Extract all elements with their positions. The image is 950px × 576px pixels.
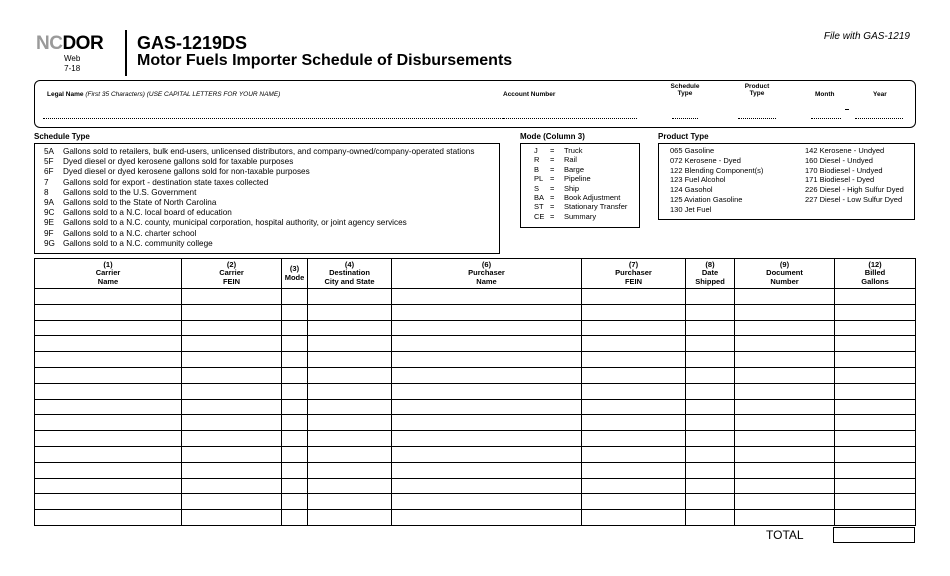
table-cell[interactable] bbox=[686, 494, 735, 510]
table-cell[interactable] bbox=[735, 289, 835, 305]
ncdor-logo: NCDOR bbox=[36, 33, 104, 54]
table-cell[interactable] bbox=[392, 336, 582, 352]
table-cell[interactable] bbox=[182, 367, 282, 383]
table-row bbox=[35, 367, 916, 383]
column-label-line1: Mode bbox=[284, 272, 305, 282]
column-header bbox=[282, 259, 308, 289]
table-cell[interactable] bbox=[735, 352, 835, 368]
table-cell[interactable] bbox=[835, 494, 916, 510]
table-cell[interactable] bbox=[686, 320, 735, 336]
mode-description: Pipeline bbox=[564, 174, 591, 184]
table-cell[interactable] bbox=[392, 352, 582, 368]
year-label: Year bbox=[873, 91, 887, 98]
table-cell[interactable] bbox=[35, 399, 182, 415]
mode-code: R bbox=[534, 155, 540, 165]
column-number: (4) bbox=[344, 259, 355, 269]
table-cell[interactable] bbox=[182, 399, 282, 415]
column-header bbox=[392, 259, 582, 289]
column-header bbox=[182, 259, 282, 289]
column-label-line2: FEIN bbox=[222, 276, 241, 286]
mode-equals: = bbox=[550, 174, 555, 184]
table-cell[interactable] bbox=[308, 367, 392, 383]
table-cell[interactable] bbox=[282, 367, 308, 383]
table-cell[interactable] bbox=[392, 510, 582, 526]
table-cell[interactable] bbox=[735, 383, 835, 399]
table-row bbox=[35, 304, 916, 320]
table-cell[interactable] bbox=[182, 431, 282, 447]
product-type-item: 072 Kerosene - Dyed bbox=[670, 155, 741, 165]
table-cell[interactable] bbox=[835, 304, 916, 320]
product-type-field[interactable] bbox=[738, 118, 776, 119]
table-cell[interactable] bbox=[735, 399, 835, 415]
table-cell[interactable] bbox=[182, 304, 282, 320]
month-label: Month bbox=[815, 91, 835, 98]
table-cell[interactable] bbox=[835, 431, 916, 447]
table-cell[interactable] bbox=[182, 336, 282, 352]
column-label-line2: Shipped bbox=[695, 276, 725, 286]
schedule-code: 9E bbox=[44, 218, 55, 228]
table-cell[interactable] bbox=[182, 510, 282, 526]
column-header bbox=[735, 259, 835, 289]
table-cell[interactable] bbox=[735, 304, 835, 320]
table-cell[interactable] bbox=[735, 431, 835, 447]
mode-code: S bbox=[534, 183, 540, 193]
table-cell[interactable] bbox=[308, 320, 392, 336]
account-number-field[interactable] bbox=[503, 118, 637, 119]
table-cell[interactable] bbox=[735, 415, 835, 431]
table-cell[interactable] bbox=[582, 510, 686, 526]
mode-equals: = bbox=[550, 193, 555, 202]
product-type-title: Product Type bbox=[658, 132, 709, 141]
mode-equals: = bbox=[550, 211, 555, 221]
schedule-code: 9G bbox=[44, 238, 55, 248]
table-cell[interactable] bbox=[582, 352, 686, 368]
mode-item bbox=[534, 146, 582, 155]
mode-item bbox=[534, 155, 577, 164]
mode-item bbox=[534, 184, 579, 193]
schedule-code: 5A bbox=[44, 147, 55, 156]
table-cell[interactable] bbox=[835, 446, 916, 462]
table-cell[interactable] bbox=[686, 478, 735, 494]
schedule-description: Gallons sold to retailers, bulk end-users, unlicensed distributors, and company-owned/company-operated stations bbox=[63, 147, 475, 156]
product-type-item: 171 Biodiesel - Dyed bbox=[805, 175, 875, 185]
schedule-description: Gallons sold for export - destination state taxes collected bbox=[63, 177, 269, 187]
mode-description: Barge bbox=[564, 164, 585, 174]
mode-equals: = bbox=[550, 146, 555, 155]
schedule-type-item bbox=[44, 239, 213, 248]
table-row bbox=[35, 320, 916, 336]
header-divider bbox=[125, 30, 127, 76]
column-number: (12) bbox=[868, 259, 882, 269]
table-cell[interactable] bbox=[182, 289, 282, 305]
mode-description: Summary bbox=[564, 211, 597, 221]
table-cell[interactable] bbox=[282, 336, 308, 352]
product-type-item: 227 Diesel - Low Sulfur Dyed bbox=[805, 195, 903, 204]
table-cell[interactable] bbox=[835, 462, 916, 478]
table-cell[interactable] bbox=[686, 289, 735, 305]
schedule-code: 9A bbox=[44, 198, 55, 207]
table-cell[interactable] bbox=[282, 289, 308, 305]
mode-description: Ship bbox=[564, 183, 580, 193]
table-cell[interactable] bbox=[35, 367, 182, 383]
table-cell[interactable] bbox=[282, 510, 308, 526]
mode-description: Book Adjustment bbox=[564, 193, 621, 202]
table-cell[interactable] bbox=[686, 336, 735, 352]
table-cell[interactable] bbox=[282, 431, 308, 447]
file-with-note: File with GAS-1219 bbox=[823, 31, 910, 42]
table-cell[interactable] bbox=[686, 399, 735, 415]
date-dash bbox=[845, 109, 849, 110]
mode-title: Mode (Column 3) bbox=[520, 132, 585, 141]
table-cell[interactable] bbox=[735, 446, 835, 462]
column-number: (2) bbox=[226, 259, 237, 269]
table-cell[interactable] bbox=[735, 478, 835, 494]
mode-code: ST bbox=[534, 202, 544, 212]
table-cell[interactable] bbox=[835, 383, 916, 399]
mode-box bbox=[520, 143, 640, 228]
account-number-label: Account Number bbox=[503, 91, 556, 98]
table-cell[interactable] bbox=[835, 352, 916, 368]
table-cell[interactable] bbox=[308, 462, 392, 478]
table-cell[interactable] bbox=[392, 446, 582, 462]
table-cell[interactable] bbox=[308, 304, 392, 320]
table-cell[interactable] bbox=[582, 336, 686, 352]
table-cell[interactable] bbox=[35, 415, 182, 431]
product-type-item: 065 Gasoline bbox=[670, 146, 715, 155]
product-type-label: Product Type bbox=[744, 83, 770, 97]
column-label-line1: Date bbox=[701, 268, 719, 278]
column-label-line2: FEIN bbox=[624, 276, 643, 286]
mode-item bbox=[534, 193, 620, 202]
table-cell[interactable] bbox=[582, 462, 686, 478]
column-header bbox=[582, 259, 686, 289]
table-cell[interactable] bbox=[282, 494, 308, 510]
column-header bbox=[686, 259, 735, 289]
schedule-code: 7 bbox=[44, 177, 49, 187]
mode-code: BA bbox=[534, 193, 545, 202]
table-cell[interactable] bbox=[835, 320, 916, 336]
table-cell[interactable] bbox=[835, 415, 916, 431]
table-row bbox=[35, 415, 916, 431]
table-cell[interactable] bbox=[582, 494, 686, 510]
table-cell[interactable] bbox=[182, 446, 282, 462]
table-cell[interactable] bbox=[182, 478, 282, 494]
table-cell[interactable] bbox=[582, 383, 686, 399]
table-row bbox=[35, 494, 916, 510]
table-row bbox=[35, 510, 916, 526]
table-cell[interactable] bbox=[308, 431, 392, 447]
table-cell[interactable] bbox=[392, 415, 582, 431]
table-cell[interactable] bbox=[392, 478, 582, 494]
mode-description: Truck bbox=[564, 146, 583, 155]
table-cell[interactable] bbox=[35, 478, 182, 494]
table-cell[interactable] bbox=[686, 415, 735, 431]
table-cell[interactable] bbox=[582, 320, 686, 336]
legal-name-field[interactable] bbox=[43, 118, 503, 119]
schedule-type-field[interactable] bbox=[672, 118, 698, 119]
schedule-type-box bbox=[34, 143, 500, 254]
logo-subtext bbox=[64, 54, 80, 74]
table-row bbox=[35, 478, 916, 494]
table-cell[interactable] bbox=[35, 446, 182, 462]
table-cell[interactable] bbox=[735, 336, 835, 352]
table-cell[interactable] bbox=[182, 320, 282, 336]
table-cell[interactable] bbox=[282, 399, 308, 415]
mode-description: Rail bbox=[564, 155, 577, 165]
product-type-item: 125 Aviation Gasoline bbox=[670, 195, 743, 204]
schedule-type-title: Schedule Type bbox=[34, 132, 90, 141]
schedule-type-item bbox=[44, 218, 407, 227]
table-cell[interactable] bbox=[282, 446, 308, 462]
table-cell[interactable] bbox=[735, 462, 835, 478]
disbursements-table bbox=[34, 258, 916, 526]
mode-code: B bbox=[534, 164, 540, 174]
table-cell[interactable] bbox=[582, 399, 686, 415]
table-cell[interactable] bbox=[835, 510, 916, 526]
schedule-code: 8 bbox=[44, 187, 49, 197]
logo-web: Web bbox=[64, 54, 81, 63]
table-cell[interactable] bbox=[35, 462, 182, 478]
schedule-type-item bbox=[44, 178, 268, 187]
mode-code: PL bbox=[534, 174, 544, 184]
table-header-row bbox=[35, 259, 916, 289]
table-cell[interactable] bbox=[392, 431, 582, 447]
table-cell[interactable] bbox=[735, 494, 835, 510]
schedule-type-item bbox=[44, 188, 196, 197]
table-cell[interactable] bbox=[35, 510, 182, 526]
schedule-description: Dyed diesel or dyed kerosene gallons sold for taxable purposes bbox=[63, 157, 294, 167]
table-cell[interactable] bbox=[835, 289, 916, 305]
table-cell[interactable] bbox=[282, 304, 308, 320]
schedule-code: 9F bbox=[44, 228, 54, 238]
column-label-line1: Carrier bbox=[219, 268, 244, 278]
schedule-type-item bbox=[44, 157, 293, 166]
table-cell[interactable] bbox=[308, 383, 392, 399]
table-cell[interactable] bbox=[835, 367, 916, 383]
table-cell[interactable] bbox=[282, 478, 308, 494]
schedule-code: 5F bbox=[44, 157, 54, 167]
table-cell[interactable] bbox=[686, 431, 735, 447]
table-cell[interactable] bbox=[308, 289, 392, 305]
year-field[interactable] bbox=[855, 118, 903, 119]
table-cell[interactable] bbox=[582, 289, 686, 305]
column-label-line1: Purchaser bbox=[468, 268, 505, 278]
table-row bbox=[35, 336, 916, 352]
column-number: (1) bbox=[103, 259, 113, 269]
legal-name-label: Legal Name (First 35 Characters) (USE CAPITAL LETTERS FOR YOUR NAME) bbox=[47, 91, 281, 98]
table-cell[interactable] bbox=[582, 446, 686, 462]
mode-item bbox=[534, 212, 596, 221]
column-number: (9) bbox=[779, 259, 790, 269]
schedule-description: Gallons sold to a N.C. county, municipal corporation, hospital authority, or joint agency services bbox=[63, 218, 407, 228]
schedule-description: Gallons sold to a N.C. local board of education bbox=[63, 208, 232, 218]
column-label-line1: Carrier bbox=[95, 268, 121, 278]
column-label-line2: Name bbox=[97, 276, 119, 286]
table-cell[interactable] bbox=[182, 415, 282, 431]
column-header bbox=[835, 259, 916, 289]
schedule-type-item bbox=[44, 147, 474, 156]
table-cell[interactable] bbox=[308, 446, 392, 462]
table-cell[interactable] bbox=[35, 289, 182, 305]
table-cell[interactable] bbox=[392, 399, 582, 415]
column-label-line2: Name bbox=[476, 276, 497, 286]
table-cell[interactable] bbox=[582, 304, 686, 320]
table-cell[interactable] bbox=[308, 336, 392, 352]
schedule-type-item bbox=[44, 208, 232, 217]
product-type-box bbox=[658, 143, 915, 220]
table-cell[interactable] bbox=[582, 415, 686, 431]
mode-equals: = bbox=[550, 164, 555, 174]
schedule-type-item bbox=[44, 229, 196, 238]
table-cell[interactable] bbox=[392, 462, 582, 478]
table-cell[interactable] bbox=[308, 478, 392, 494]
table-cell[interactable] bbox=[582, 478, 686, 494]
table-cell[interactable] bbox=[835, 399, 916, 415]
column-label-line2: Number bbox=[770, 276, 799, 286]
column-number: (6) bbox=[481, 259, 492, 269]
column-number: (7) bbox=[628, 259, 639, 269]
mode-item bbox=[534, 165, 584, 174]
product-type-item: 130 Jet Fuel bbox=[670, 204, 712, 214]
table-cell[interactable] bbox=[735, 320, 835, 336]
column-label-line2: City and State bbox=[324, 276, 375, 286]
table-cell[interactable] bbox=[686, 510, 735, 526]
mode-item bbox=[534, 202, 627, 211]
total-billed-gallons-field[interactable] bbox=[833, 527, 915, 543]
table-cell[interactable] bbox=[735, 367, 835, 383]
schedule-description: Gallons sold to a N.C. community college bbox=[63, 238, 213, 248]
table-cell[interactable] bbox=[392, 367, 582, 383]
table-cell[interactable] bbox=[686, 383, 735, 399]
month-field[interactable] bbox=[811, 118, 841, 119]
column-label-line2: Gallons bbox=[861, 276, 889, 286]
table-cell[interactable] bbox=[282, 415, 308, 431]
table-cell[interactable] bbox=[282, 462, 308, 478]
schedule-code: 6F bbox=[44, 167, 54, 177]
schedule-description: Gallons sold to a N.C. charter school bbox=[63, 228, 197, 238]
mode-equals: = bbox=[550, 183, 555, 193]
table-cell[interactable] bbox=[35, 431, 182, 447]
column-header bbox=[308, 259, 392, 289]
mode-equals: = bbox=[550, 155, 555, 165]
table-cell[interactable] bbox=[35, 352, 182, 368]
schedule-description: Dyed diesel or dyed kerosene gallons sold for non-taxable purposes bbox=[63, 167, 310, 177]
column-label-line1: Destination bbox=[329, 268, 370, 278]
table-cell[interactable] bbox=[308, 494, 392, 510]
column-number: (8) bbox=[705, 259, 715, 269]
column-header bbox=[35, 259, 182, 289]
product-type-item: 170 Biodiesel - Undyed bbox=[805, 165, 883, 175]
column-label-line1: Document bbox=[766, 268, 803, 278]
table-cell[interactable] bbox=[308, 399, 392, 415]
column-label-line1: Billed bbox=[864, 268, 886, 278]
table-cell[interactable] bbox=[835, 336, 916, 352]
table-cell[interactable] bbox=[35, 304, 182, 320]
column-label-line1: Purchaser bbox=[615, 268, 652, 278]
taxpayer-info-box bbox=[34, 80, 916, 128]
product-type-item: 122 Blending Component(s) bbox=[670, 165, 764, 175]
table-cell[interactable] bbox=[35, 494, 182, 510]
table-row bbox=[35, 383, 916, 399]
table-cell[interactable] bbox=[308, 510, 392, 526]
table-cell[interactable] bbox=[686, 352, 735, 368]
table-cell[interactable] bbox=[835, 478, 916, 494]
product-type-item: 226 Diesel - High Sulfur Dyed bbox=[805, 185, 904, 195]
table-row bbox=[35, 431, 916, 447]
schedule-description: Gallons sold to the U.S. Government bbox=[63, 187, 197, 197]
product-type-item: 123 Fuel Alcohol bbox=[670, 175, 726, 185]
table-cell[interactable] bbox=[686, 304, 735, 320]
product-type-item: 142 Kerosene - Undyed bbox=[805, 146, 885, 155]
table-cell[interactable] bbox=[35, 320, 182, 336]
table-cell[interactable] bbox=[582, 431, 686, 447]
schedule-type-label: Schedule Type bbox=[670, 83, 700, 97]
mode-equals: = bbox=[550, 202, 555, 212]
table-cell[interactable] bbox=[282, 320, 308, 336]
table-cell[interactable] bbox=[282, 383, 308, 399]
table-row bbox=[35, 289, 916, 305]
schedule-code: 9C bbox=[44, 208, 55, 218]
table-cell[interactable] bbox=[282, 352, 308, 368]
mode-code: J bbox=[534, 146, 538, 155]
product-type-item: 160 Diesel - Undyed bbox=[805, 155, 873, 165]
table-cell[interactable] bbox=[392, 320, 582, 336]
table-row bbox=[35, 446, 916, 462]
table-cell[interactable] bbox=[392, 304, 582, 320]
logo-date: 7-18 bbox=[64, 64, 81, 73]
column-number: (3) bbox=[289, 264, 300, 273]
product-type-item: 124 Gasohol bbox=[670, 185, 713, 195]
table-cell[interactable] bbox=[308, 415, 392, 431]
table-cell[interactable] bbox=[686, 367, 735, 383]
table-row bbox=[35, 399, 916, 415]
mode-item bbox=[534, 174, 591, 183]
table-cell[interactable] bbox=[35, 336, 182, 352]
table-cell[interactable] bbox=[392, 494, 582, 510]
table-row bbox=[35, 462, 916, 478]
table-cell[interactable] bbox=[392, 383, 582, 399]
mode-code: CE bbox=[534, 211, 545, 221]
table-cell[interactable] bbox=[35, 383, 182, 399]
form-title: Motor Fuels Importer Schedule of Disbursements bbox=[137, 52, 513, 69]
table-cell[interactable] bbox=[392, 289, 582, 305]
table-row bbox=[35, 352, 916, 368]
table-cell[interactable] bbox=[182, 383, 282, 399]
total-label: TOTAL bbox=[766, 528, 804, 542]
table-cell[interactable] bbox=[182, 462, 282, 478]
form-number: GAS-1219DS bbox=[137, 33, 248, 53]
schedule-type-item bbox=[44, 198, 216, 207]
table-cell[interactable] bbox=[686, 446, 735, 462]
schedule-description: Gallons sold to the State of North Carolina bbox=[63, 198, 217, 207]
table-cell[interactable] bbox=[182, 494, 282, 510]
table-cell[interactable] bbox=[308, 352, 392, 368]
table-cell[interactable] bbox=[582, 367, 686, 383]
table-cell[interactable] bbox=[182, 352, 282, 368]
schedule-type-item bbox=[44, 167, 310, 176]
table-cell[interactable] bbox=[686, 462, 735, 478]
mode-description: Stationary Transfer bbox=[564, 202, 628, 212]
table-cell[interactable] bbox=[735, 510, 835, 526]
